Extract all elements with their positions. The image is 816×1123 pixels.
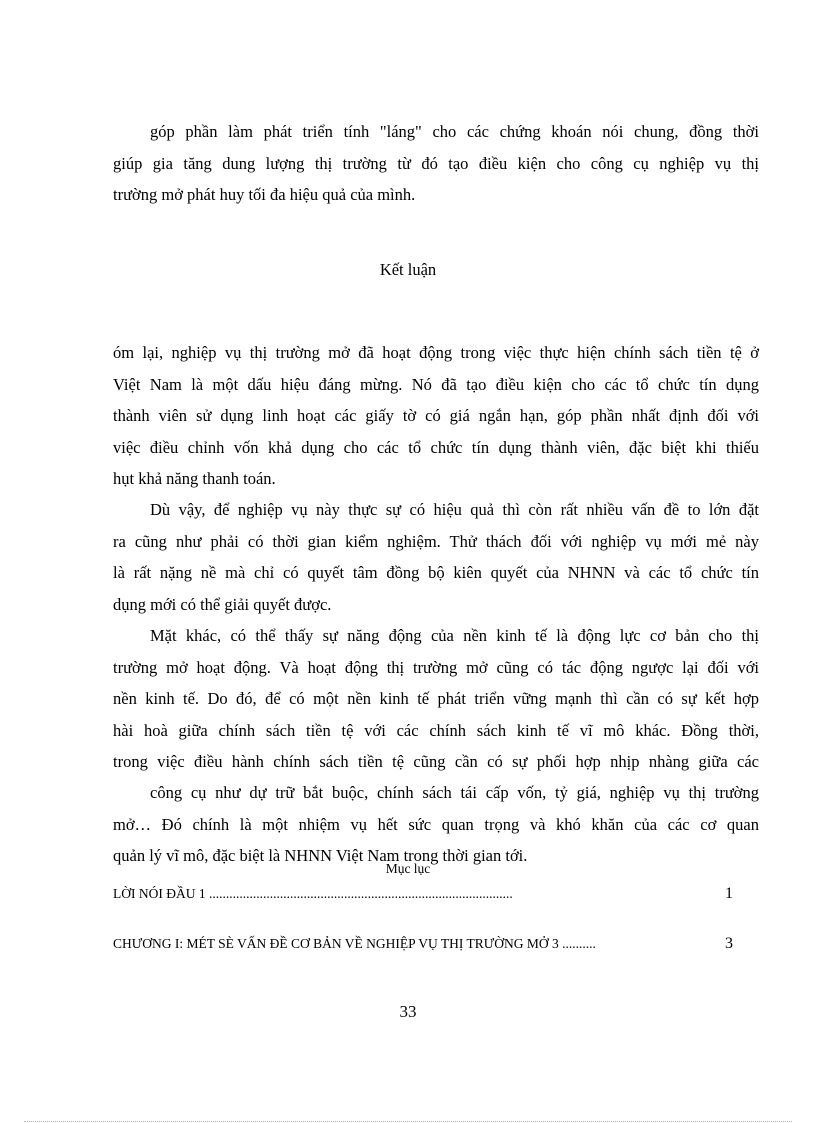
toc-entry-label: CHƯƠNG I: MÉT SÈ VẤN ĐỀ CƠ BẢN VỀ NGHIỆP VỤ THỊ TRƯỜNG MỞ 3 .......... (113, 936, 596, 951)
text-line: trường mở hoạt động. Và hoạt động thị trường mở cũng có tác động ngược lại đối với (113, 657, 759, 677)
text-line: hài hoà giữa chính sách tiền tệ với các chính sách kinh tế vĩ mô khác. Đồng thời, (113, 720, 759, 740)
text-line: là rất nặng nề mà chỉ có quyết tâm đồng bộ kiên quyết của NHNN và các tổ chức tín (113, 563, 759, 582)
text-line: Dù vậy, để nghiệp vụ này thực sự có hiệu quả thì còn rất nhiều vấn đề to lớn đặt (150, 500, 759, 519)
text-line: dụng mới có thể giải quyết được. (113, 594, 332, 614)
text-line: mở… Đó chính là một nhiệm vụ hết sức quan trọng và khó khăn của các cơ quan (113, 814, 759, 834)
text-line: trong việc điều hành chính sách tiền tệ cũng cần có sự phối hợp nhịp nhàng giữa các (113, 752, 759, 771)
text-line: giúp gia tăng dung lượng thị trường từ đó tạo điều kiện cho công cụ nghiệp vụ thị (113, 153, 759, 173)
text-line: trường mở phát huy tối đa hiệu quả của mình. (113, 185, 416, 204)
text-line: góp phần làm phát triển tính "láng" cho các chứng khoán nói chung, đồng thời (150, 122, 759, 141)
text-line: ra cũng như phải có thời gian kiểm nghiệm. Thử thách đối với nghiệp vụ mới mẻ này (113, 531, 759, 551)
toc-entry-label: LỜI NÓI ĐẦU 1 .......................................................................................... (113, 886, 513, 901)
paragraph-challenges (113, 494, 759, 620)
toc-entry-page: 3 (725, 935, 733, 952)
toc-entry[interactable] (113, 934, 733, 954)
text-line: công cụ như dự trữ bắt buộc, chính sách tái cấp vốn, tỷ giá, nghiệp vụ thị trường (150, 783, 759, 802)
toc-title: Mục lục (385, 861, 431, 876)
paragraph-continuation (113, 116, 759, 211)
text-line: quản lý vĩ mô, đặc biệt là NHNN Việt Nam trong thời gian tới. (113, 846, 528, 865)
paragraph-conclusion (113, 777, 759, 872)
paragraph-economy (113, 620, 759, 778)
text-line: việc điều chỉnh vốn khả dụng cho các tổ chức tín dụng thành viên, đặc biệt khi thiếu (113, 437, 759, 457)
text-line: Việt Nam là một dấu hiệu đáng mừng. Nó đã tạo điều kiện cho các tổ chức tín dụng (113, 374, 759, 394)
paragraph-summary (113, 337, 759, 495)
text-line: hụt khả năng thanh toán. (113, 469, 276, 488)
page-bottom-border (24, 1121, 792, 1122)
toc-entry[interactable] (113, 884, 733, 904)
toc-entry-page: 1 (725, 885, 733, 902)
text-line: thành viên sử dụng linh hoạt các giấy tờ có giá ngắn hạn, góp phần nhất định đối với (113, 406, 759, 425)
section-heading: Kết luận (379, 260, 437, 279)
text-line: nền kinh tế. Do đó, để có một nền kinh tế phát triển vững mạnh thì cần có sự kết hợp (113, 689, 759, 708)
page-number: 33 (399, 1002, 417, 1021)
text-line: óm lại, nghiệp vụ thị trường mở đã hoạt động trong việc thực hiện chính sách tiền tệ ở (113, 343, 759, 362)
text-line: Mặt khác, có thể thấy sự năng động của nền kinh tế là động lực cơ bản cho thị (150, 626, 759, 645)
